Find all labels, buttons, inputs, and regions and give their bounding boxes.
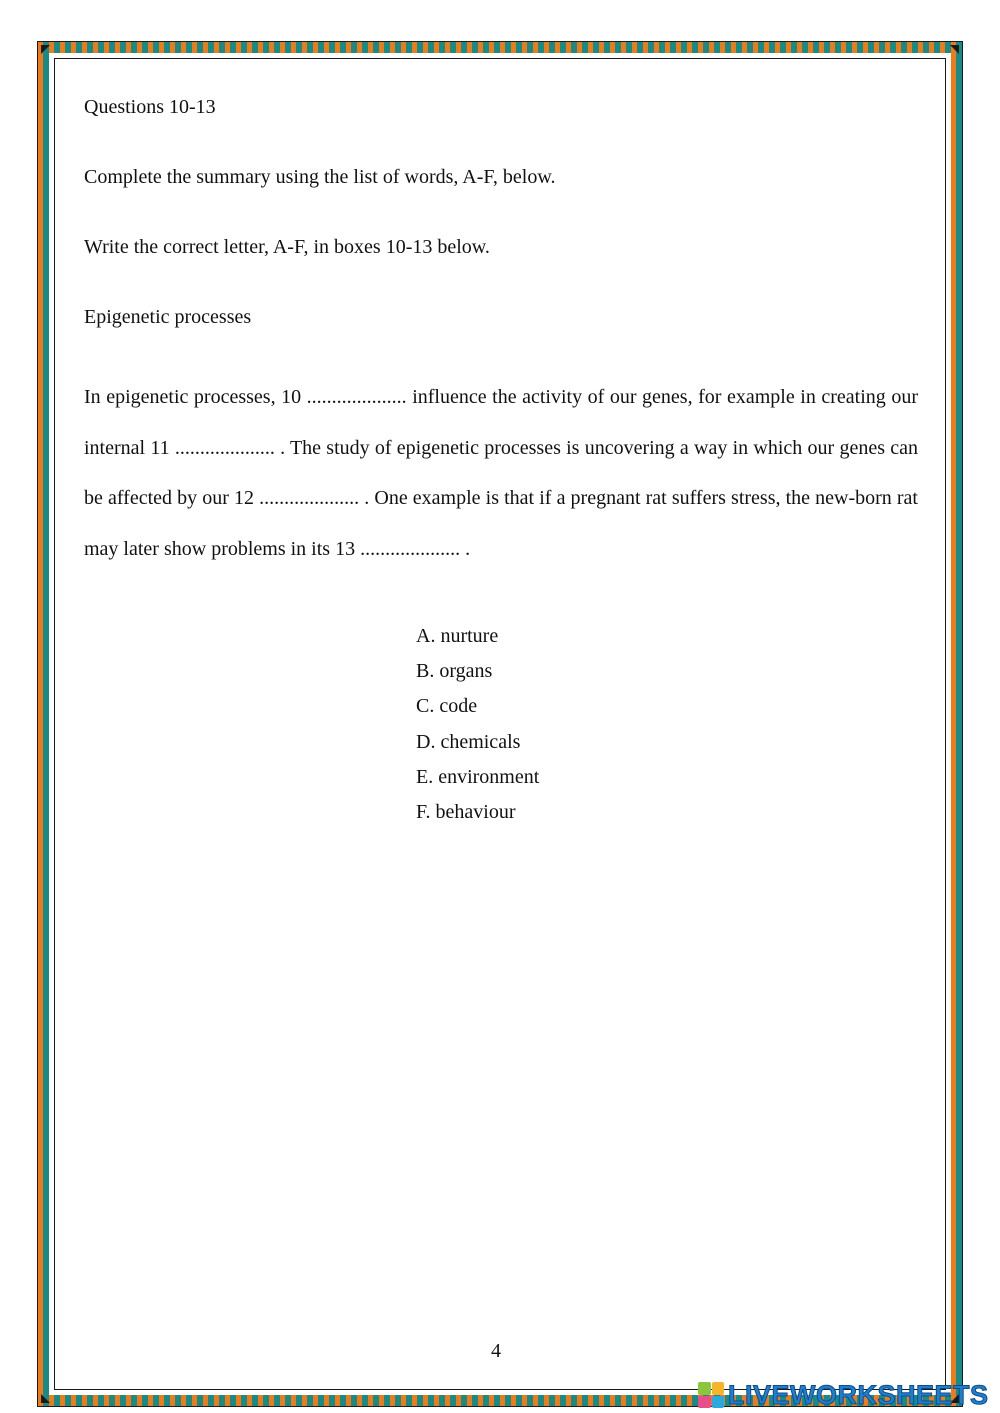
liveworksheets-watermark	[698, 1378, 989, 1412]
option-d: D. chemicals	[416, 730, 521, 753]
option-f: F. behaviour	[416, 800, 516, 823]
instruction-write-letter: Write the correct letter, A-F, in boxes 10-13 below.	[84, 236, 490, 258]
summary-paragraph	[84, 372, 918, 574]
option-c: C. code	[416, 695, 478, 718]
option-b: B. organs	[416, 660, 493, 683]
corner-ornament	[41, 45, 50, 54]
corner-ornament	[41, 1394, 50, 1403]
page-number: 4	[491, 1340, 501, 1362]
instruction-complete-summary: Complete the summary using the list of words, A-F, below.	[84, 166, 556, 188]
questions-heading: Questions 10-13	[84, 96, 216, 118]
word-options-list	[416, 622, 539, 833]
liveworksheets-logo-icon	[698, 1382, 724, 1408]
summary-title: Epigenetic processes	[84, 306, 252, 328]
corner-ornament	[950, 45, 959, 54]
summary-text-part-1: In epigenetic processes, 10 ....................	[84, 386, 407, 408]
option-a: A. nurture	[416, 625, 499, 647]
summary-text-part-2: influence the activity of our genes, for example in creating our internal 11 .................... . The study of epigenetic processes is uncovering a way in which our genes can be affected by our 12 .................... . One example is that if a pregnant rat suffers stress, the new-born rat may later show problems in its 13 .................... .	[84, 386, 918, 560]
option-e: E. environment	[416, 765, 540, 788]
watermark-text: LIVEWORKSHEETS	[728, 1379, 989, 1410]
